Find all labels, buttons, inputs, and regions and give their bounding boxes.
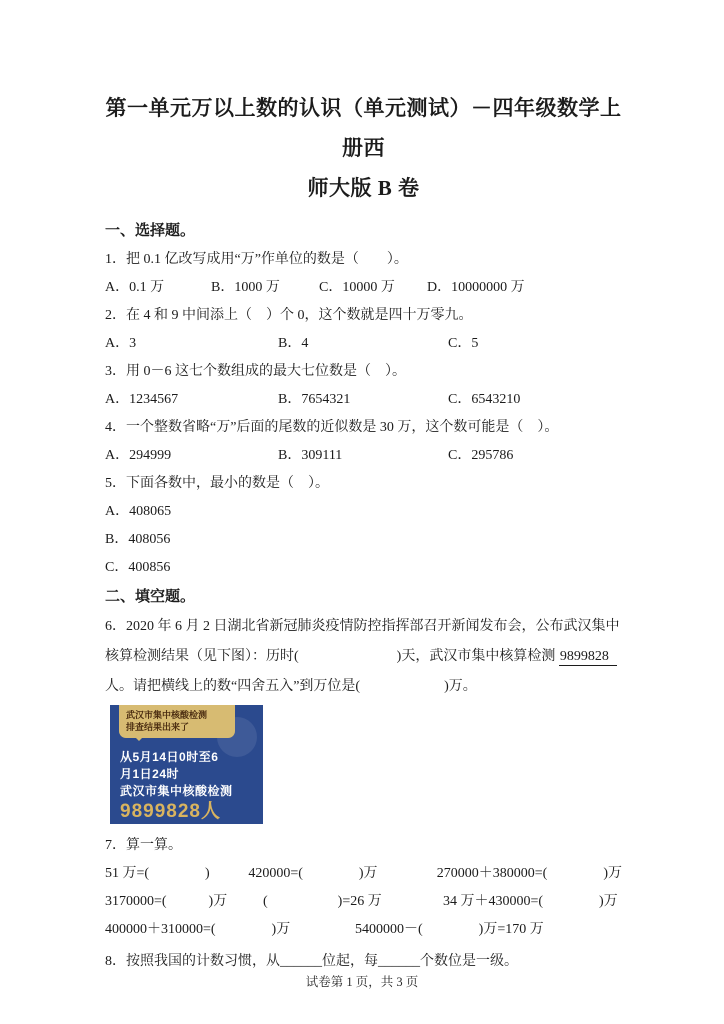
calc-item: 270000＋380000=( )万	[436, 866, 622, 881]
page-title-line2: 师大版 B 卷	[307, 176, 420, 200]
question-6-stem	[105, 612, 622, 702]
ribbon-line2: 排查结果出来了	[126, 722, 190, 732]
q6-text-post: 人。请把横线上的数“四舍五入”到万位是( )万。	[105, 679, 477, 694]
option-3a: A．1234567	[105, 392, 179, 407]
question-7-stem: 7．算一算。	[105, 838, 182, 853]
option-4b: B．309111	[278, 448, 343, 463]
question-1-stem: 1．把 0.1 亿改写成用“万”作单位的数是（ ）。	[105, 252, 408, 267]
option-1b: B．1000 万	[211, 280, 280, 295]
question-3-stem: 3．用 0－6 这七个数组成的最大七位数是（ ）。	[105, 364, 406, 379]
page-footer: 试卷第 1 页，共 3 页	[305, 975, 419, 989]
option-4a: A．294999	[105, 448, 172, 463]
option-3b: B．7654321	[278, 392, 351, 407]
question-8-stem: 8．按照我国的计数习惯，从______位起，每______个数位是一级。	[105, 954, 518, 969]
question-7-row1	[105, 860, 622, 888]
question-1-options	[105, 274, 622, 302]
option-2a: A．3	[105, 336, 137, 351]
question-2-options	[105, 330, 622, 358]
section-heading-fill: 二、填空题。	[105, 589, 196, 605]
question-5-stem: 5．下面各数中，最小的数是（ ）。	[105, 476, 329, 491]
option-5a: A．408065	[105, 504, 172, 519]
option-1a: A．0.1 万	[105, 280, 165, 295]
question-4-stem: 4．一个整数省略“万”后面的尾数的近似数是 30 万，这个数可能是（ ）。	[105, 420, 559, 435]
page-title	[105, 88, 622, 208]
question-3-options	[105, 386, 622, 414]
option-3c: C．6543210	[448, 392, 521, 407]
question-4-options	[105, 442, 622, 470]
calc-item: 5400000－( )万=170 万	[355, 922, 544, 937]
calc-item: 51 万=( )	[105, 866, 210, 881]
calc-item: 3170000=( )万	[105, 894, 228, 909]
infographic-line2: 月1日24时	[120, 767, 180, 781]
question-7-row3	[105, 916, 622, 944]
q6-underlined-number: 9899828	[559, 649, 617, 666]
calc-item: 34 万＋430000=( )万	[443, 894, 618, 909]
option-2b: B．4	[278, 336, 309, 351]
page-title-line1: 第一单元万以上数的认识（单元测试）－四年级数学上册西	[105, 96, 622, 160]
question-2-stem: 2．在 4 和 9 中间添上（ ）个 0，这个数就是四十万零九。	[105, 308, 473, 323]
question-7-row2	[105, 888, 622, 916]
infographic-line1: 从5月14日0时至6	[120, 750, 219, 764]
infographic-ribbon	[119, 705, 235, 738]
option-4c: C．295786	[448, 448, 514, 463]
ribbon-line1: 武汉市集中核酸检测	[126, 710, 208, 720]
calc-item: 400000＋310000=( )万	[105, 922, 291, 937]
infographic-line3: 武汉市集中核酸检测	[120, 784, 233, 798]
calc-item: ( )=26 万	[263, 894, 382, 909]
option-1c: C．10000 万	[319, 280, 395, 295]
option-1d: D．10000000 万	[427, 280, 525, 295]
option-2c: C．5	[448, 336, 479, 351]
option-5b: B．408056	[105, 532, 171, 547]
calc-item: 420000=( )万	[248, 866, 378, 881]
covid-infographic	[110, 705, 263, 824]
option-5c: C．400856	[105, 560, 171, 575]
infographic-number: 9899828人	[120, 801, 221, 822]
infographic-body	[120, 749, 233, 824]
section-heading-choice: 一、选择题。	[105, 223, 196, 239]
q6-text-pre: 6．2020 年 6 月 2 日湖北省新冠肺炎疫情防控指挥部召开新闻发布会，公布武汉集中核算检测结果（见下图）：历时( )天，武汉市集中核算检测	[105, 619, 620, 664]
